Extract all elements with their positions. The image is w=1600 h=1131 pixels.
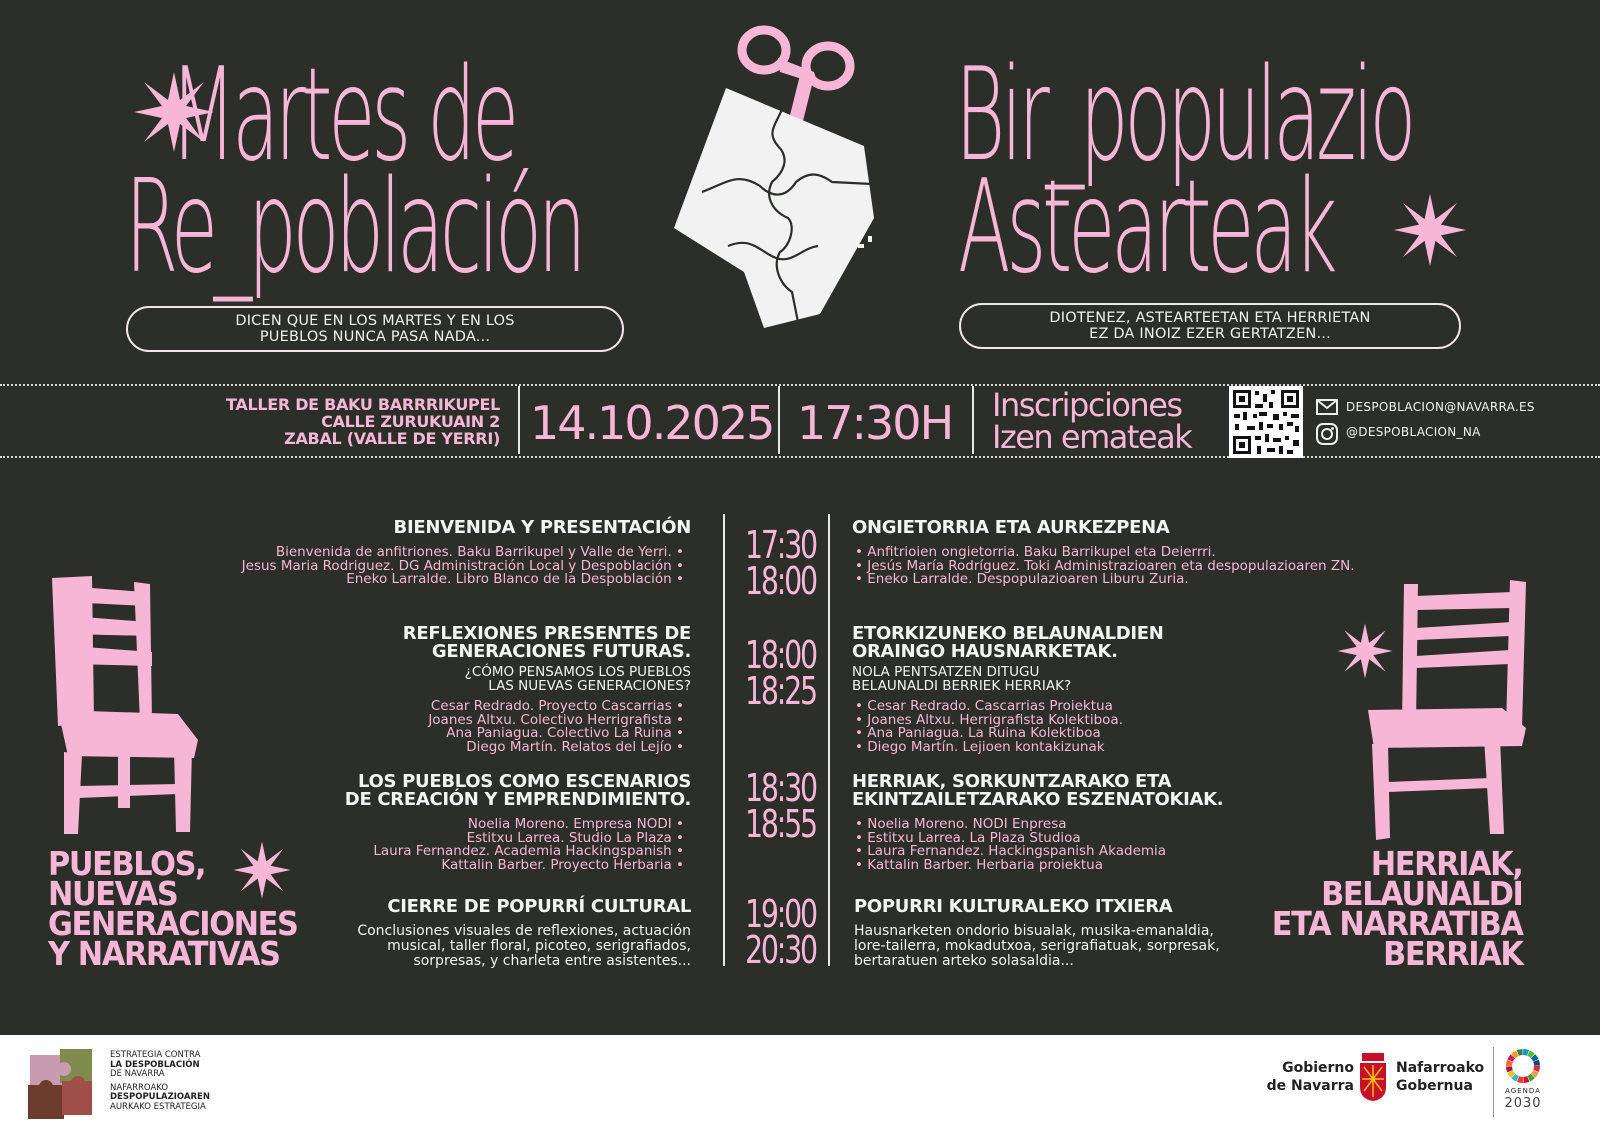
list-item: Bienvenida de anfitriones. Baku Barrikupel y Valle de Yerri. • xyxy=(275,544,684,560)
text-line: bertaratuen arteko solasaldia... xyxy=(854,953,1074,969)
session1-heading-eu xyxy=(852,519,1170,537)
item-text: Estitxu Larrea. La Plaza Studioa xyxy=(867,829,1081,846)
session1-times xyxy=(745,523,816,603)
heading-line: POPURRI KULTURALEKO ITXIERA xyxy=(854,896,1173,917)
list-item: • Laura Fernandez. Hackingspanish Akademia xyxy=(855,843,1167,859)
item-text: Joanes Altxu. Herrigrafista Kolektiboa. xyxy=(867,711,1123,728)
gov-line: Gobierno xyxy=(1282,1060,1354,1076)
heading-line: REFLEXIONES PRESENTES DE xyxy=(402,623,691,644)
separator xyxy=(778,386,780,454)
registration-eu: Izen emateak xyxy=(992,418,1192,456)
gov-line: de Navarra xyxy=(1266,1078,1354,1094)
navarra-shield-icon xyxy=(1358,1053,1388,1101)
list-item: Jesus Maria Rodriguez. DG Administración Local y Despoblación • xyxy=(241,557,684,574)
list-item: • Ana Paniagua. La Ruina Kolektiboa xyxy=(855,725,1101,741)
text-line: lore-tailerra, mokadutxoa, serigrafiatuak, sorpresak, xyxy=(854,938,1220,954)
heading-line: EKINTZAILETZARAKO ESZENATOKIAK. xyxy=(852,789,1224,810)
star-icon xyxy=(1336,622,1394,680)
side-line: Y NARRATIVAS xyxy=(48,934,280,973)
session1-items-es xyxy=(242,546,684,587)
heading-line: DE CREACIÓN Y EMPRENDIMIENTO. xyxy=(344,789,691,810)
item-text: Noelia Moreno. NODI Enpresa xyxy=(867,816,1067,832)
mail-icon xyxy=(1316,399,1338,415)
list-item: • Diego Martín. Lejioen kontakizunak xyxy=(855,738,1105,755)
item-text: Cesar Redrado. Cascarrias Proiektua xyxy=(867,698,1113,714)
item-text: Eneko Larralde. Despopulazioaren Liburu Zuria. xyxy=(867,571,1189,587)
session2-end: 18:25 xyxy=(745,669,816,713)
heading-line: HERRIAK, SORKUNTZARAKO ETA xyxy=(852,771,1172,792)
venue-line3: ZABAL (VALLE DE YERRI) xyxy=(284,429,500,448)
side-title-eu xyxy=(1271,844,1522,973)
text-line: musical, taller floral, picoteo, serigrafiados, xyxy=(387,938,691,954)
side-line: NUEVAS xyxy=(48,874,178,913)
session2-heading-es xyxy=(403,625,691,661)
strategy-line: DESPOPULAZIOAREN xyxy=(110,1092,210,1102)
session4-times xyxy=(745,892,816,972)
list-item: Cesar Redrado. Proyecto Cascarrias • xyxy=(430,698,684,714)
item-text: Eneko Larralde. Libro Blanco de la Despoblación xyxy=(346,571,672,587)
registration-es: Inscripciones xyxy=(992,386,1182,424)
title-es-line2: Re_población xyxy=(125,153,583,302)
tagline-eu-line1: DIOTENEZ, ASTEARTEETAN ETA HERRIETAN xyxy=(1049,310,1371,326)
text-line: Conclusiones visuales de reflexiones, actuación xyxy=(357,923,691,939)
gov-line: Gobernua xyxy=(1396,1078,1473,1094)
agenda-label: AGENDA xyxy=(1505,1087,1541,1095)
divider-top xyxy=(0,384,1600,386)
session1-start: 17:30 xyxy=(745,523,816,567)
session1-heading-es xyxy=(394,519,691,537)
list-item: Estitxu Larrea. Studio La Plaza • xyxy=(466,829,684,846)
agenda-year: 2030 xyxy=(1504,1096,1542,1111)
program-separator-left xyxy=(723,514,725,966)
tagline-eu xyxy=(959,303,1461,349)
heading-line: ORAINGO HAUSNARKETAK. xyxy=(852,641,1118,662)
footer-divider xyxy=(1493,1047,1494,1117)
title-es-line1: Martes de xyxy=(170,41,515,190)
side-title-es xyxy=(48,844,298,973)
tagline-es-line1: DICEN QUE EN LOS MARTES Y EN LOS xyxy=(235,313,515,329)
session3-start: 18:30 xyxy=(745,766,816,810)
item-text: Ana Paniagua. Colectivo La Ruina xyxy=(446,725,672,741)
contact-instagram[interactable]: @DESPOBLACION_NA xyxy=(1346,425,1481,439)
strategy-line: DE NAVARRA xyxy=(110,1069,165,1079)
strategy-line: NAFARROAKO xyxy=(110,1082,169,1093)
side-line: HERRIAK, xyxy=(1370,844,1522,883)
heading-line: BIENVENIDA Y PRESENTACIÓN xyxy=(393,517,691,538)
star-icon xyxy=(1392,192,1468,268)
list-item: Laura Fernandez. Academia Hackingspanish • xyxy=(373,843,684,859)
footer xyxy=(0,1035,1600,1131)
session4-end: 20:30 xyxy=(745,928,816,972)
list-item: Ana Paniagua. Colectivo La Ruina • xyxy=(446,725,684,741)
session2-items-es xyxy=(428,700,684,754)
venue-line1: TALLER DE BAKU BARRRIKUPEL xyxy=(226,395,500,414)
tagline-es xyxy=(126,306,624,352)
sub-line: LAS NUEVAS GENERACIONES? xyxy=(488,678,691,694)
strategy-line: AURKAKO ESTRATEGIA xyxy=(110,1101,206,1112)
list-item: • Eneko Larralde. Despopulazioaren Liburu Zuria. xyxy=(855,571,1189,587)
session2-start: 18:00 xyxy=(745,633,816,677)
puzzle-logo-icon xyxy=(26,1047,100,1121)
side-line: PUEBLOS, xyxy=(48,844,206,883)
event-time: 17:30H xyxy=(797,396,953,450)
event-date: 14.10.2025 xyxy=(530,396,774,450)
list-item: Diego Martín. Relatos del Lejío • xyxy=(466,738,684,755)
separator xyxy=(972,386,974,454)
side-line: BERRIAK xyxy=(1382,934,1522,973)
separator xyxy=(518,386,520,454)
session1-items-eu xyxy=(855,546,1355,587)
session3-items-eu xyxy=(855,818,1166,872)
heading-line: ONGIETORRIA ETA AURKEZPENA xyxy=(852,517,1170,538)
session3-end: 18:55 xyxy=(745,802,816,846)
side-line: ETA NARRATIBA xyxy=(1271,904,1522,943)
list-item: • Jesús María Rodríguez. Toki Administrazioaren eta despopulazioaren ZN. xyxy=(855,557,1355,574)
sdg-wheel-icon xyxy=(1504,1047,1542,1085)
side-line: GENERACIONES xyxy=(48,904,298,943)
item-text: Ana Paniagua. La Ruina Kolektiboa xyxy=(867,725,1101,741)
sub-line: ¿CÓMO PENSAMOS LOS PUEBLOS xyxy=(464,664,691,680)
list-item: • Anfitrioien ongietorria. Baku Barrikupel eta Deierrri. xyxy=(855,544,1216,560)
item-text: Kattalin Barber. Herbaria proiektua xyxy=(867,856,1104,873)
list-item: Eneko Larralde. Libro Blanco de la Despoblación • xyxy=(346,571,684,587)
list-item: • Estitxu Larrea. La Plaza Studioa xyxy=(855,829,1081,846)
title-eu-line1: Bir_populazio xyxy=(955,41,1413,190)
item-text: Kattalin Barber. Proyecto Herbaria xyxy=(441,856,672,873)
text-line: Hausnarketen ondorio bisualak, musika-emanaldia, xyxy=(854,923,1214,939)
chair-icon xyxy=(48,572,208,838)
session2-sub-eu xyxy=(852,665,1071,693)
heading-line: GENERACIONES FUTURAS. xyxy=(431,641,691,662)
instagram-icon xyxy=(1316,423,1338,445)
item-text: Joanes Altxu. Colectivo Herrigrafista xyxy=(428,711,672,728)
list-item: Kattalin Barber. Proyecto Herbaria • xyxy=(441,856,684,873)
divider-bottom xyxy=(0,456,1600,458)
qr-code[interactable] xyxy=(1229,386,1303,458)
program-separator-right xyxy=(828,514,830,966)
chair-icon xyxy=(1366,578,1530,842)
session4-heading-eu xyxy=(854,898,1172,916)
session2-times xyxy=(745,633,816,713)
item-text: Diego Martín. Relatos del Lejío xyxy=(466,738,672,755)
item-text: Laura Fernandez. Hackingspanish Akademia xyxy=(867,843,1167,859)
session2-heading-eu xyxy=(852,625,1164,661)
session4-heading-es xyxy=(387,898,691,916)
list-item: • Kattalin Barber. Herbaria proiektua xyxy=(855,856,1104,873)
item-text: Jesus Maria Rodriguez. DG Administración Local y Despoblación xyxy=(241,557,672,574)
list-item: • Noelia Moreno. NODI Enpresa xyxy=(855,816,1067,832)
list-item: • Joanes Altxu. Herrigrafista Kolektiboa. xyxy=(855,711,1123,728)
list-item: Noelia Moreno. Empresa NODI • xyxy=(467,816,684,832)
strategy-text xyxy=(110,1051,210,1112)
item-text: Noelia Moreno. Empresa NODI xyxy=(467,816,672,832)
text-line: sorpresas, y charleta entre asistentes... xyxy=(413,953,691,969)
contact-email[interactable]: DESPOBLACION@NAVARRA.ES xyxy=(1346,400,1535,414)
item-text: Laura Fernandez. Academia Hackingspanish xyxy=(373,843,672,859)
session1-end: 18:00 xyxy=(745,559,816,603)
sub-line: NOLA PENTSATZEN DITUGU xyxy=(852,664,1040,680)
list-item: • Cesar Redrado. Cascarrias Proiektua xyxy=(855,698,1113,714)
strategy-line: ESTRATEGIA CONTRA xyxy=(110,1050,201,1060)
gov-eu xyxy=(1396,1059,1484,1095)
session2-sub-es xyxy=(465,665,691,693)
gov-es xyxy=(1267,1059,1354,1095)
session3-times xyxy=(745,766,816,846)
item-text: Bienvenida de anfitriones. Baku Barrikupel y Valle de Yerri. xyxy=(275,544,672,560)
session3-heading-es xyxy=(345,773,691,809)
list-item: Joanes Altxu. Colectivo Herrigrafista • xyxy=(428,711,684,728)
heading-line: ETORKIZUNEKO BELAUNALDIEN xyxy=(852,623,1164,644)
session4-text-es xyxy=(357,924,691,969)
sub-line: BELAUNALDI BERRIEK HERRIAK? xyxy=(852,678,1072,694)
venue xyxy=(210,396,500,447)
registration xyxy=(992,386,1192,456)
title-eu-line2: Astearteak xyxy=(958,153,1334,302)
venue-line2: CALLE ZURUKUAIN 2 xyxy=(321,412,500,431)
item-text: Anfitrioien ongietorria. Baku Barrikupel eta Deierrri. xyxy=(867,544,1216,560)
side-line: BELAUNALDI xyxy=(1320,874,1522,913)
session4-start: 19:00 xyxy=(745,892,816,936)
heading-line: LOS PUEBLOS COMO ESCENARIOS xyxy=(357,771,691,792)
session4-text-eu xyxy=(854,924,1220,969)
tagline-eu-line2: EZ DA INOIZ EZER GERTATZEN... xyxy=(1089,326,1331,342)
gov-line: Nafarroako xyxy=(1396,1060,1485,1076)
strategy-line: LA DESPOBLACIÓN xyxy=(110,1059,200,1070)
item-text: Diego Martín. Lejioen kontakizunak xyxy=(867,738,1105,755)
session3-items-es xyxy=(373,818,684,872)
session2-items-eu xyxy=(855,700,1123,754)
item-text: Jesús María Rodríguez. Toki Administrazioaren eta despopulazioaren ZN. xyxy=(867,557,1355,574)
item-text: Cesar Redrado. Proyecto Cascarrias xyxy=(430,698,672,714)
puzzle-key-icon xyxy=(668,22,908,334)
session3-heading-eu xyxy=(852,773,1223,809)
item-text: Estitxu Larrea. Studio La Plaza xyxy=(466,829,672,846)
tagline-es-line2: PUEBLOS NUNCA PASA NADA... xyxy=(259,329,491,345)
heading-line: CIERRE DE POPURRÍ CULTURAL xyxy=(387,896,691,917)
